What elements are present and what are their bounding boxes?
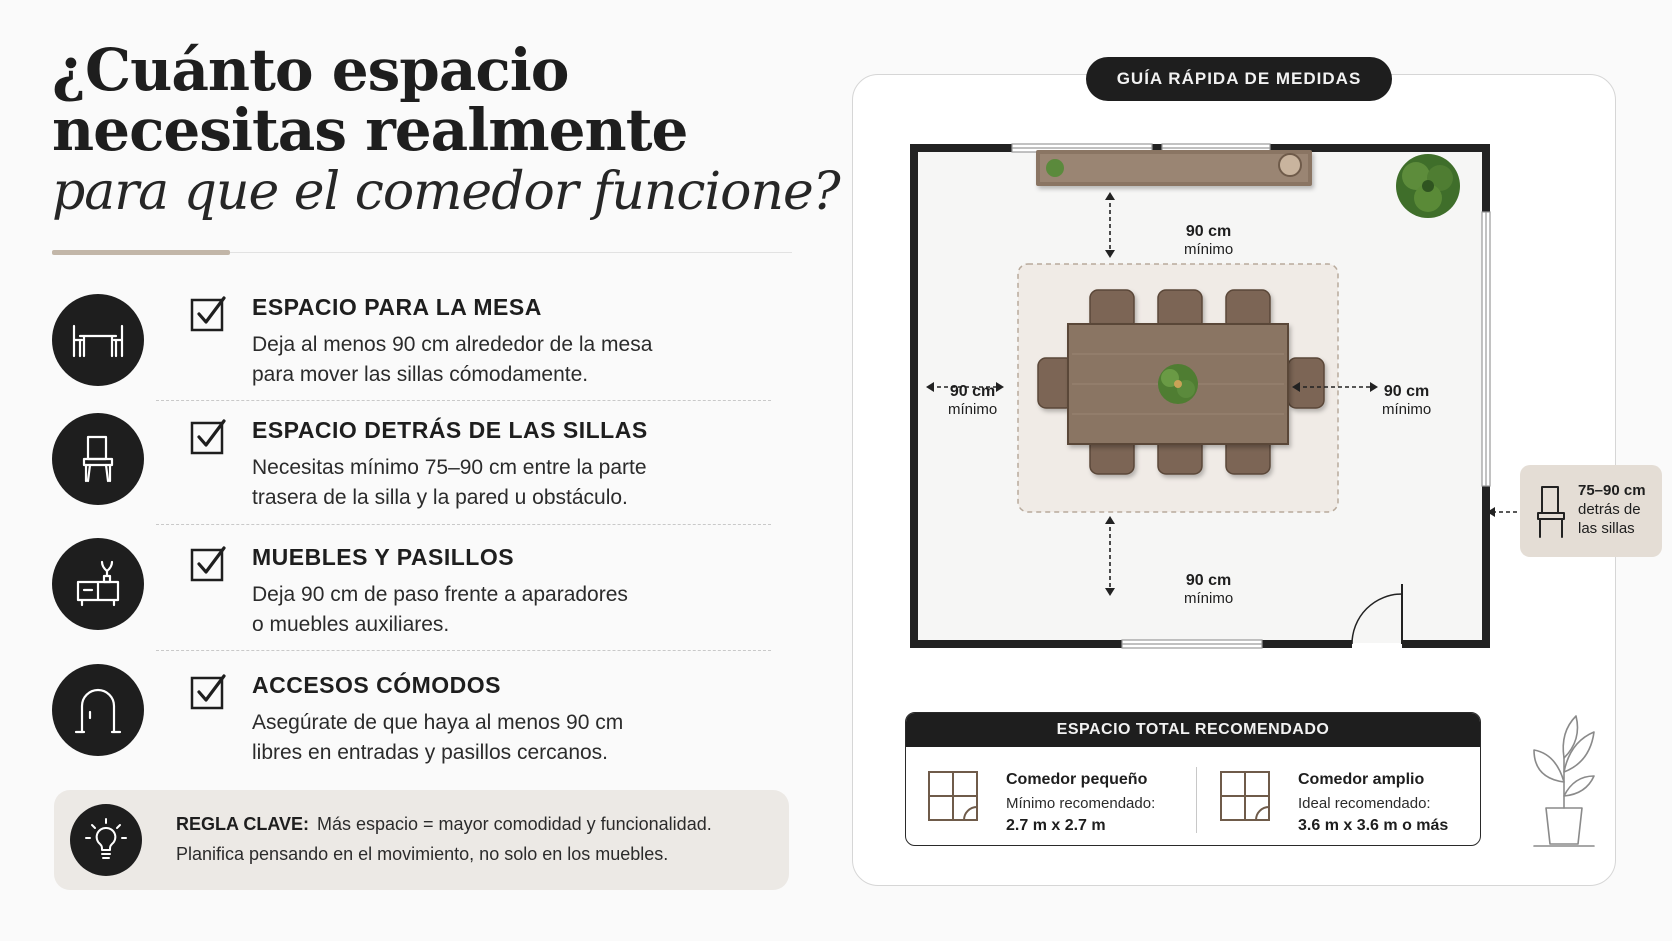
- measure-value: 90 cm: [1383, 383, 1430, 400]
- plant-decoration-icon: [1526, 712, 1602, 848]
- tip-separator: [156, 650, 771, 651]
- measure-bottom-label: [1184, 571, 1233, 608]
- tip-description: [252, 708, 732, 768]
- small-dining-room: [906, 759, 1186, 839]
- tip-access: [52, 668, 772, 778]
- doorway-icon: [52, 664, 144, 756]
- tip-behind-chairs: [52, 413, 772, 523]
- side-note-line: las sillas: [1578, 520, 1635, 537]
- checkbox-icon: [190, 544, 228, 582]
- room-plan-icon: [1218, 769, 1272, 823]
- title-line-3: para que el comedor funcione?: [52, 162, 840, 222]
- total-divider: [1196, 767, 1197, 833]
- tip-description-line: para mover las sillas cómodamente.: [252, 363, 589, 386]
- chair-icon: [1534, 483, 1570, 541]
- key-rule-text: Más espacio = mayor comodidad y funcionalidad.: [317, 814, 712, 834]
- room-size-value: 2.7 m x 2.7 m: [1006, 817, 1106, 834]
- tip-description-line: Deja al menos 90 cm alrededor de la mesa: [252, 333, 653, 356]
- tip-description: [252, 330, 732, 390]
- tip-description-line: trasera de la silla y la pared u obstáculo.: [252, 486, 628, 509]
- title-accent-bar: [52, 250, 230, 255]
- tip-description-line: Deja 90 cm de paso frente a aparadores: [252, 583, 628, 606]
- room-size-subtitle: Mínimo recomendado:: [1006, 795, 1156, 812]
- measure-caption: mínimo: [1184, 590, 1234, 607]
- tip-title: ESPACIO PARA LA MESA: [252, 294, 542, 320]
- tip-description-line: o muebles auxiliares.: [252, 613, 450, 636]
- measure-caption: mínimo: [1184, 241, 1234, 258]
- tip-separator: [156, 524, 771, 525]
- checkbox-icon: [190, 294, 228, 332]
- small-plant: [1046, 159, 1064, 177]
- tip-description-line: Necesitas mínimo 75–90 cm entre la parte: [252, 456, 647, 479]
- sideboard-bowl: [1279, 154, 1301, 176]
- corner-plant: [1396, 154, 1460, 218]
- tip-furniture-aisles: [52, 540, 772, 650]
- title-line-1: ¿Cuánto espacio: [52, 36, 569, 104]
- measure-right-label: [1382, 382, 1431, 419]
- tip-separator: [156, 400, 771, 401]
- measure-top-label: [1184, 222, 1233, 259]
- key-rule-label: REGLA CLAVE:: [176, 814, 309, 834]
- side-note-line: detrás de: [1578, 501, 1641, 518]
- tip-description-line: Asegúrate de que haya al menos 90 cm: [252, 711, 624, 734]
- side-note-text: [1578, 481, 1646, 538]
- room-size-subtitle: Ideal recomendado:: [1298, 795, 1431, 812]
- room-size-name: Comedor pequeño: [1006, 771, 1148, 788]
- measure-value: 90 cm: [1185, 572, 1232, 589]
- room-plan-icon: [926, 769, 980, 823]
- room-size-value: 3.6 m x 3.6 m o más: [1298, 817, 1449, 834]
- tip-description-line: libres en entradas y pasillos cercanos.: [252, 741, 609, 764]
- tip-description: [252, 580, 732, 640]
- tip-table-space: [52, 290, 772, 400]
- checkbox-icon: [190, 672, 228, 710]
- sideboard-icon: [52, 538, 144, 630]
- measure-left-label: [948, 382, 997, 419]
- page-title: [52, 36, 840, 224]
- behind-chairs-note: [1520, 465, 1662, 557]
- measure-caption: mínimo: [1382, 401, 1432, 418]
- tip-title: ESPACIO DETRÁS DE LAS SILLAS: [252, 417, 648, 443]
- side-note-value: 75–90 cm: [1578, 482, 1646, 499]
- side-note-arrow: [1486, 506, 1522, 518]
- measure-caption: mínimo: [948, 401, 998, 418]
- room-size-name: Comedor amplio: [1298, 771, 1425, 788]
- lightbulb-icon: [70, 804, 142, 876]
- measure-value: 90 cm: [949, 383, 996, 400]
- total-space-box: [905, 712, 1481, 846]
- total-space-header: ESPACIO TOTAL RECOMENDADO: [906, 713, 1480, 747]
- tip-description: [252, 453, 732, 513]
- large-dining-room: [1198, 759, 1478, 839]
- dining-table-icon: [52, 294, 144, 386]
- key-rule-line-2: Planifica pensando en el movimiento, no solo en los muebles.: [176, 844, 669, 864]
- chair-icon: [52, 413, 144, 505]
- table-centerpiece: [1158, 364, 1198, 404]
- guide-title-pill: GUÍA RÁPIDA DE MEDIDAS: [1086, 57, 1392, 101]
- sideboard: [1036, 150, 1312, 186]
- title-line-2: necesitas realmente: [52, 96, 688, 164]
- tip-title: ACCESOS CÓMODOS: [252, 672, 502, 698]
- checkbox-icon: [190, 417, 228, 455]
- key-rule-line-1: [176, 814, 712, 835]
- tip-title: MUEBLES Y PASILLOS: [252, 544, 515, 570]
- key-rule-box: [54, 790, 789, 890]
- measure-value: 90 cm: [1185, 223, 1232, 240]
